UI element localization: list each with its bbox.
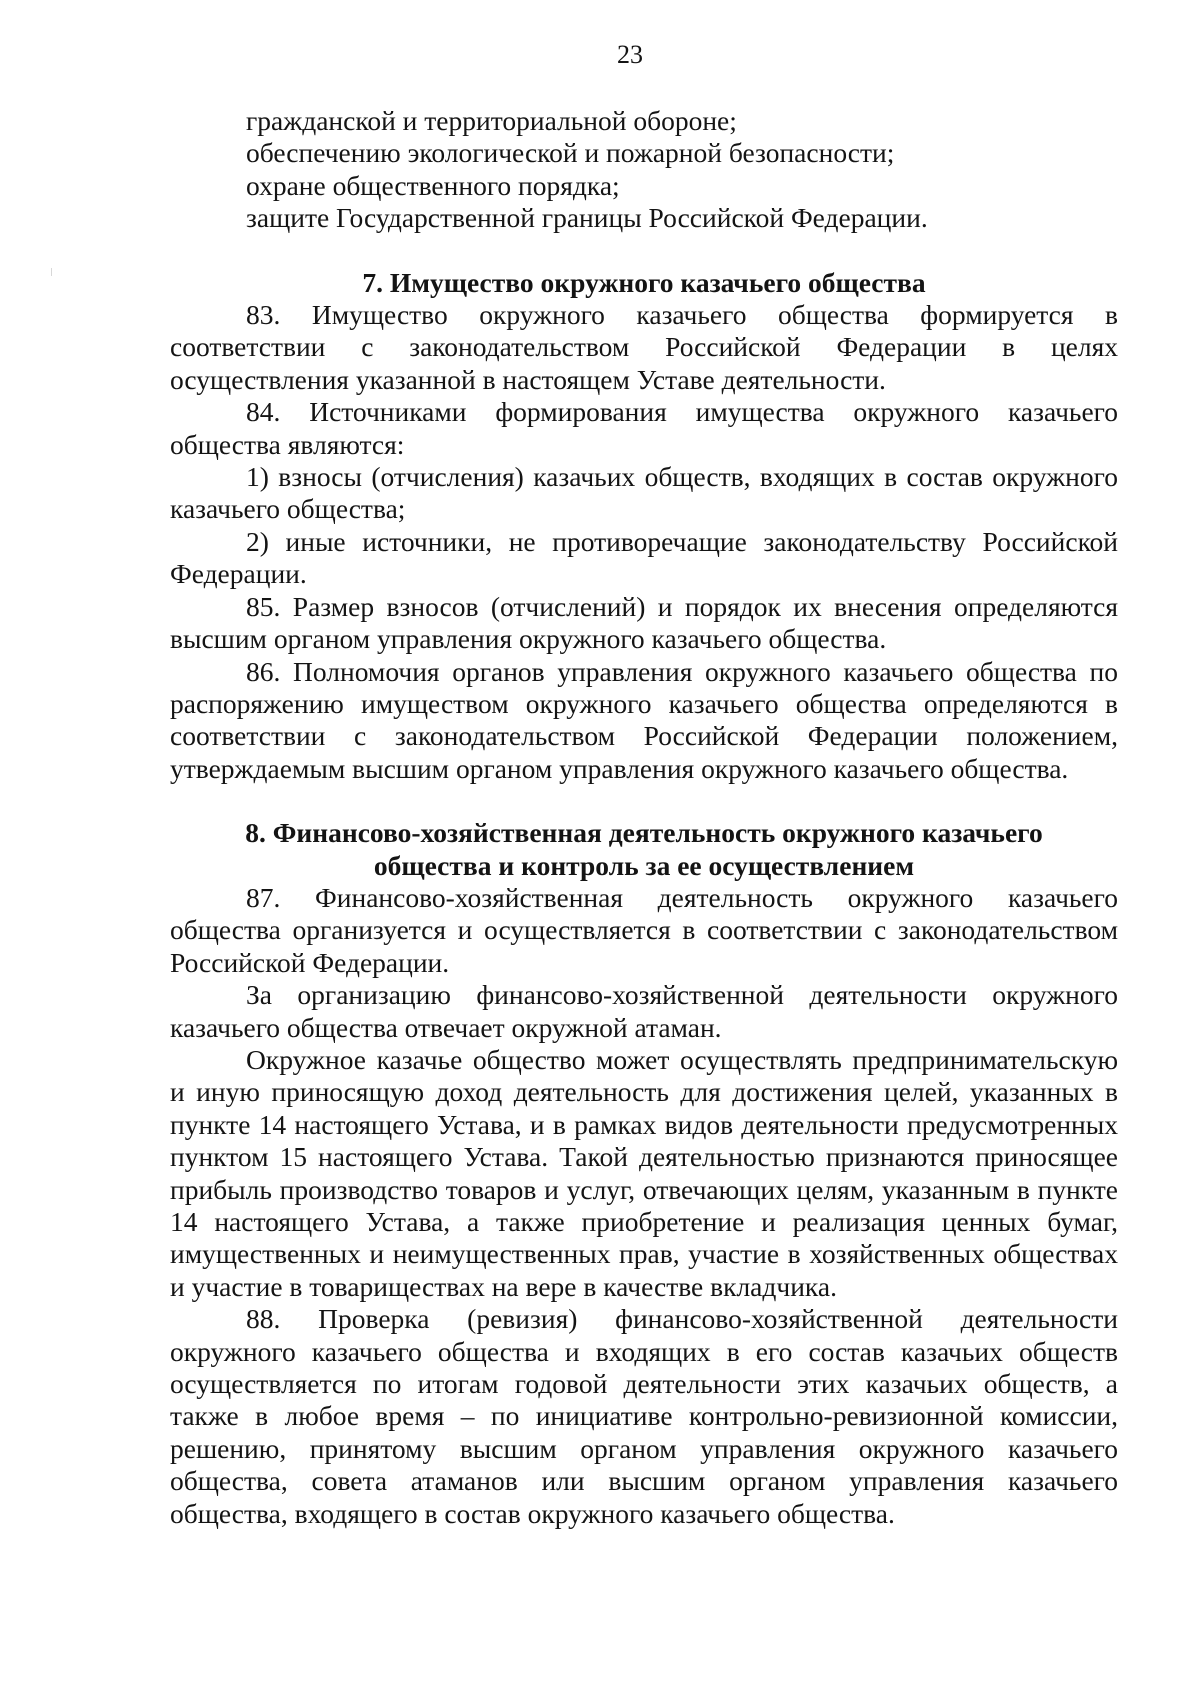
paragraph-87-part-2: За организацию финансово-хозяйственной деятельности окружного казачьего общества отвечает окружной атаман. xyxy=(170,979,1118,1043)
page-number: 23 xyxy=(617,40,643,69)
paragraph-86: 86. Полномочия органов управления окружного казачьего общества по распоряжению имуществом окружного казачьего общества определяются в соответствии с законодательством Российской Федерации положением, утверждаемым высшим органом управления окружного казачьего общества. xyxy=(170,655,1118,784)
scan-artifact xyxy=(51,268,52,276)
paragraph-83: 83. Имущество окружного казачьего общества формируется в соответствии с законодательством Российской Федерации в целях осуществления указанной в настоящем Уставе деятельности. xyxy=(170,299,1118,395)
section-8-heading-line-2: общества и контроль за ее осуществлением xyxy=(373,849,915,881)
intro-line: охране общественного порядка; xyxy=(246,169,620,201)
paragraph-88: 88. Проверка (ревизия) финансово-хозяйственной деятельности окружного казачьего общества и входящих в его состав казачьих обществ осуществляется по итогам годовой деятельности этих казачьих обществ, а также в любое время – по инициативе контрольно-ревизионной комиссии, решению, принятому высшим органом управления окружного казачьего общества, совета атаманов или высшим органом управления казачьего общества, входящего в состав окружного казачьего общества. xyxy=(170,1303,1118,1529)
paragraph-85: 85. Размер взносов (отчислений) и порядок их внесения определяются высшим органом управления окружного казачьего общества. xyxy=(170,590,1118,655)
document-body xyxy=(170,105,1118,1530)
paragraph-84-item-2: 2) иные источники, не противоречащие законодательству Российской Федерации. xyxy=(170,525,1118,590)
intro-line: гражданской и территориальной обороне; xyxy=(246,105,737,136)
paragraph-84: 84. Источниками формирования имущества окружного казачьего общества являются: xyxy=(170,396,1118,460)
intro-line: обеспечению экологической и пожарной безопасности; xyxy=(246,137,895,169)
section-7-heading: 7. Имущество окружного казачьего общества xyxy=(362,266,926,298)
paragraph-87-part-3: Окружное казачье общество может осуществлять предпринимательскую и иную приносящую доход деятельность для достижения целей, указанных в пункте 14 настоящего Устава, и в рамках видов деятельности предусмотренных пунктом 15 настоящего Устава. Такой деятельностью признаются приносящее прибыль производство товаров и услуг, отвечающих целям, указанным в пункте 14 настоящего Устава, а также приобретение и реализация ценных бумаг, имущественных и неимущественных прав, участие в хозяйственных обществах и участие в товариществах на вере в качестве вкладчика. xyxy=(170,1043,1118,1302)
paragraph-84-item-1: 1) взносы (отчисления) казачьих обществ, входящих в состав окружного казачьего общества; xyxy=(170,461,1118,525)
section-8-heading-line-1: 8. Финансово-хозяйственная деятельность окружного казачьего xyxy=(245,817,1043,849)
paragraph-87: 87. Финансово-хозяйственная деятельность окружного казачьего общества организуется и осуществляется в соответствии с законодательством Российской Федерации. xyxy=(170,881,1118,978)
spacer xyxy=(170,785,1118,817)
spacer xyxy=(170,235,1118,267)
intro-line: защите Государственной границы Российской Федерации. xyxy=(246,202,928,234)
